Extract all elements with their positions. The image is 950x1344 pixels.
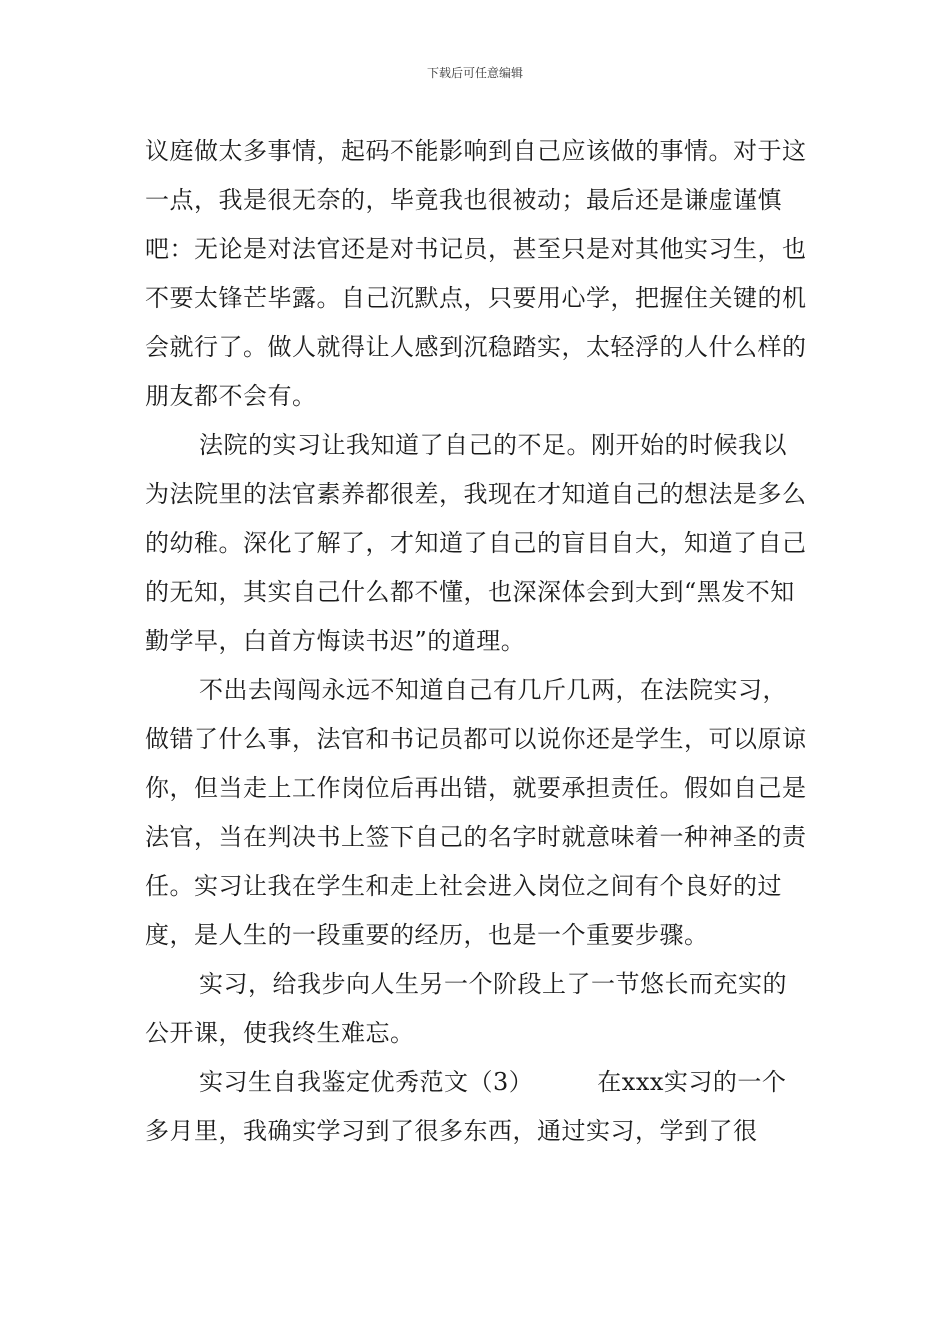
paragraph-4: 实习，给我步向人生另一个阶段上了一节悠长而充实的公开课，使我终生难忘。 [145,970,787,1047]
paragraph-5 [145,1058,810,1156]
paragraph-1: 议庭做太多事情，起码不能影响到自己应该做的事情。对于这一点，我是很无奈的，毕竟我也很被动；最后还是谦虚谨慎吧：无论是对法官还是对书记员，甚至只是对其他实习生，也不要太锋芒毕露。自己沉默点，只要用心学，把握住关键的机会就行了。做人就得让人感到沉稳踏实，太轻浮的人什么样的朋友都不会有。 [145,137,807,410]
section-heading: 实习生自我鉴定优秀范文（3） [199,1068,534,1096]
page-header: 下载后可任意编辑 [426,66,523,80]
document-body [145,127,810,1156]
section-text: 在xxx实习的一个多月里，我确实学习到了很多东西，通过实习，学到了很 [145,1068,787,1145]
paragraph-3: 不出去闯闯永远不知道自己有几斤几两，在法院实习，做错了什么事，法官和书记员都可以说你还是学生，可以原谅你，但当走上工作岗位后再出错，就要承担责任。假如自己是法官，当在判决书上签下自己的名字时就意味着一种神圣的责任。实习让我在学生和走上社会进入岗位之间有个良好的过度，是人生的一段重要的经历，也是一个重要步骤。 [145,676,807,949]
paragraph-2: 法院的实习让我知道了自己的不足。刚开始的时候我以为法院里的法官素养都很差，我现在才知道自己的想法是多么的幼稚。深化了解了，才知道了自己的盲目自大，知道了自己的无知，其实自己什么都不懂，也深深体会到大到“黑发不知勤学早，白首方悔读书迟”的道理。 [145,431,807,655]
